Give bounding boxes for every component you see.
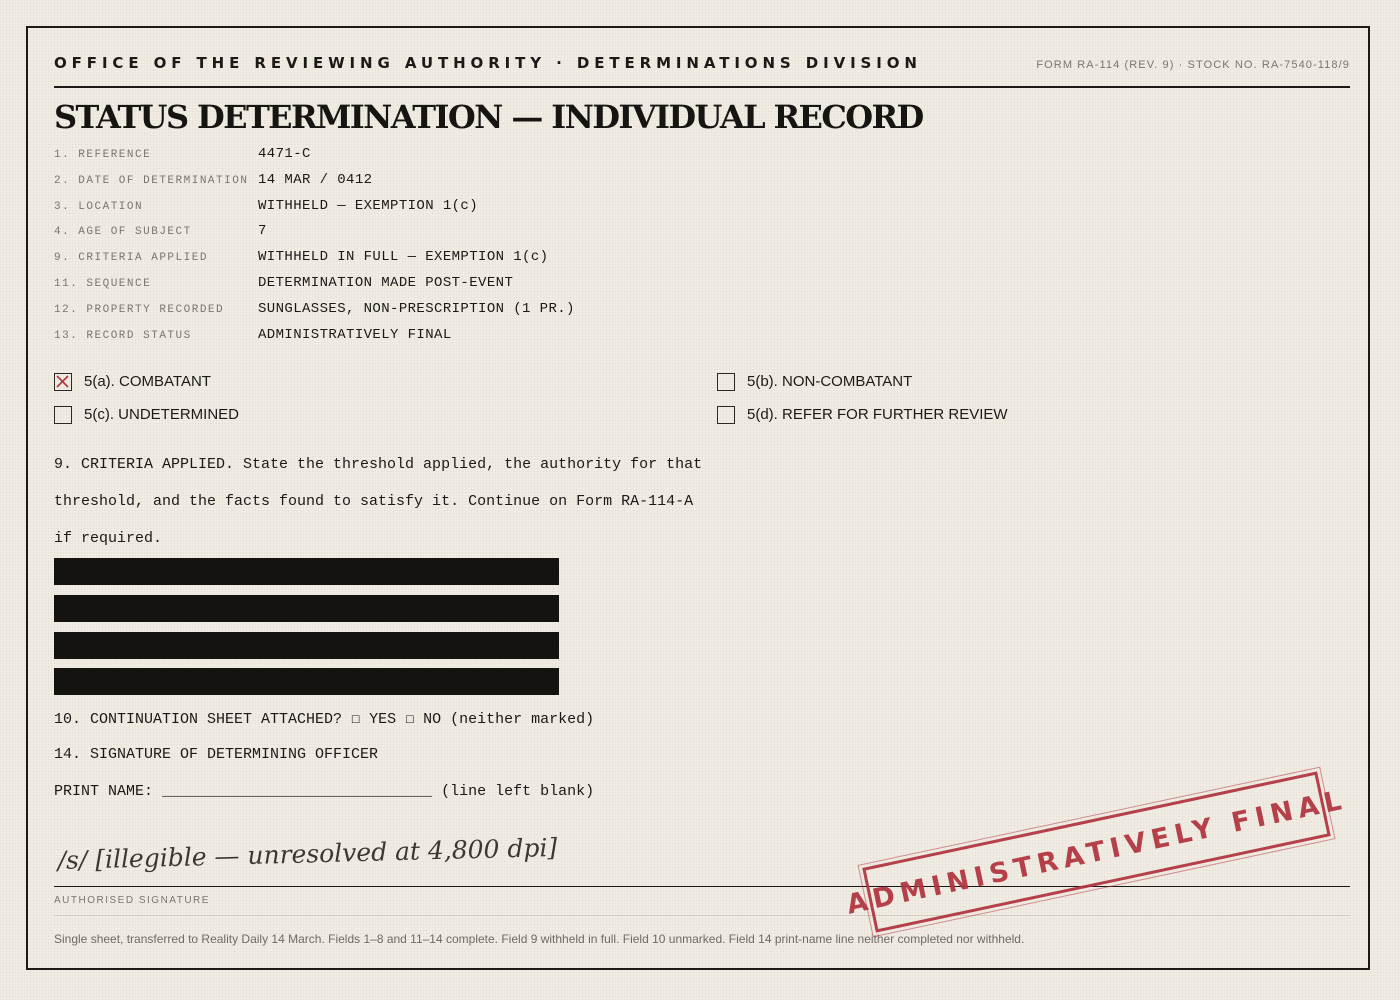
stamp-text: ADMINISTRATIVELY FINAL [843,783,1350,921]
field-label: 1. REFERENCE [54,149,152,161]
checkbox-box[interactable] [717,373,735,391]
field-row-reference [54,145,754,171]
field-row-criteria [54,248,754,274]
field-value: WITHHELD IN FULL — EXEMPTION 1(c) [258,249,549,266]
signature: /s/ [illegible — unresolved at 4,800 dpi] [57,832,558,875]
criteria-instructions: 9. CRITERIA APPLIED. State the threshold applied, the authority for that threshold, and the facts found to satisfy it. Continue on Form RA-114-A if required. [54,456,703,547]
field-row-location [54,197,754,223]
field-value: 14 MAR / 0412 [258,171,373,188]
redaction-bar [54,558,559,585]
field-label: 2. DATE OF DETERMINATION [54,174,249,187]
checkbox-label: 5(d). REFER FOR FURTHER REVIEW [747,406,1008,423]
field-value: 4471-C [258,146,311,162]
redaction-bar [54,595,559,622]
checkbox-label: 5(b). NON-COMBATANT [747,373,913,390]
signature-label: AUTHORISED SIGNATURE [54,895,210,906]
checkbox-label: 5(c). UNDETERMINED [84,406,240,423]
print-name-line: PRINT NAME: ______________________________ (line left blank) [54,783,595,800]
field-row-date [54,171,754,197]
field-row-record-status [54,326,754,352]
redaction-bar [54,668,559,695]
checkbox-box[interactable] [54,373,72,391]
redaction-bar [54,632,559,659]
checkbox-label: 5(a). COMBATANT [84,373,211,390]
page-title: STATUS DETERMINATION — INDIVIDUAL RECORD [54,98,923,136]
field-value: SUNGLASSES, NON-PRESCRIPTION (1 PR.) [258,300,575,317]
form-header [54,54,1350,88]
record-fields [54,145,754,351]
field-label: 9. CRITERIA APPLIED [54,252,208,265]
field-label: 11. SEQUENCE [54,277,152,290]
field-value: ADMINISTRATIVELY FINAL [258,326,452,343]
field-label: 13. RECORD STATUS [54,329,192,342]
footnote: Single sheet, transferred to Reality Daily 14 March. Fields 1–8 and 11–14 complete. Field 9 withheld in full. Field 10 unmarked. Field 14 print-name line neither completed nor withheld. [54,932,1025,946]
field-value: WITHHELD — EXEMPTION 1(c) [258,197,479,214]
field-value: 7 [258,223,267,240]
continuation-sheet-line: 10. CONTINUATION SHEET ATTACHED? ☐ YES ☐ NO (neither marked) [54,711,595,728]
signature-heading: 14. SIGNATURE OF DETERMINING OFFICER [54,746,379,763]
field-row-property [54,300,754,326]
field-label: 12. PROPERTY RECORDED [54,303,225,316]
form-sheet [26,26,1370,970]
field-label: 3. LOCATION [54,200,144,213]
checkbox-box[interactable] [54,406,72,424]
divider [54,915,1350,916]
form-number: FORM RA-114 (REV. 9) · STOCK NO. RA-7540-118/9 [1036,59,1350,71]
field-row-age [54,222,754,248]
checkbox-box[interactable] [717,406,735,424]
signature-line [54,886,1350,887]
field-row-sequence [54,274,754,300]
field-value: DETERMINATION MADE POST-EVENT [258,274,514,291]
x-mark-icon [55,374,70,389]
status-stamp [843,771,1350,932]
field-label: 4. AGE OF SUBJECT [54,226,192,239]
office-heading: OFFICE OF THE REVIEWING AUTHORITY · DETERMINATIONS DIVISION [54,54,922,72]
